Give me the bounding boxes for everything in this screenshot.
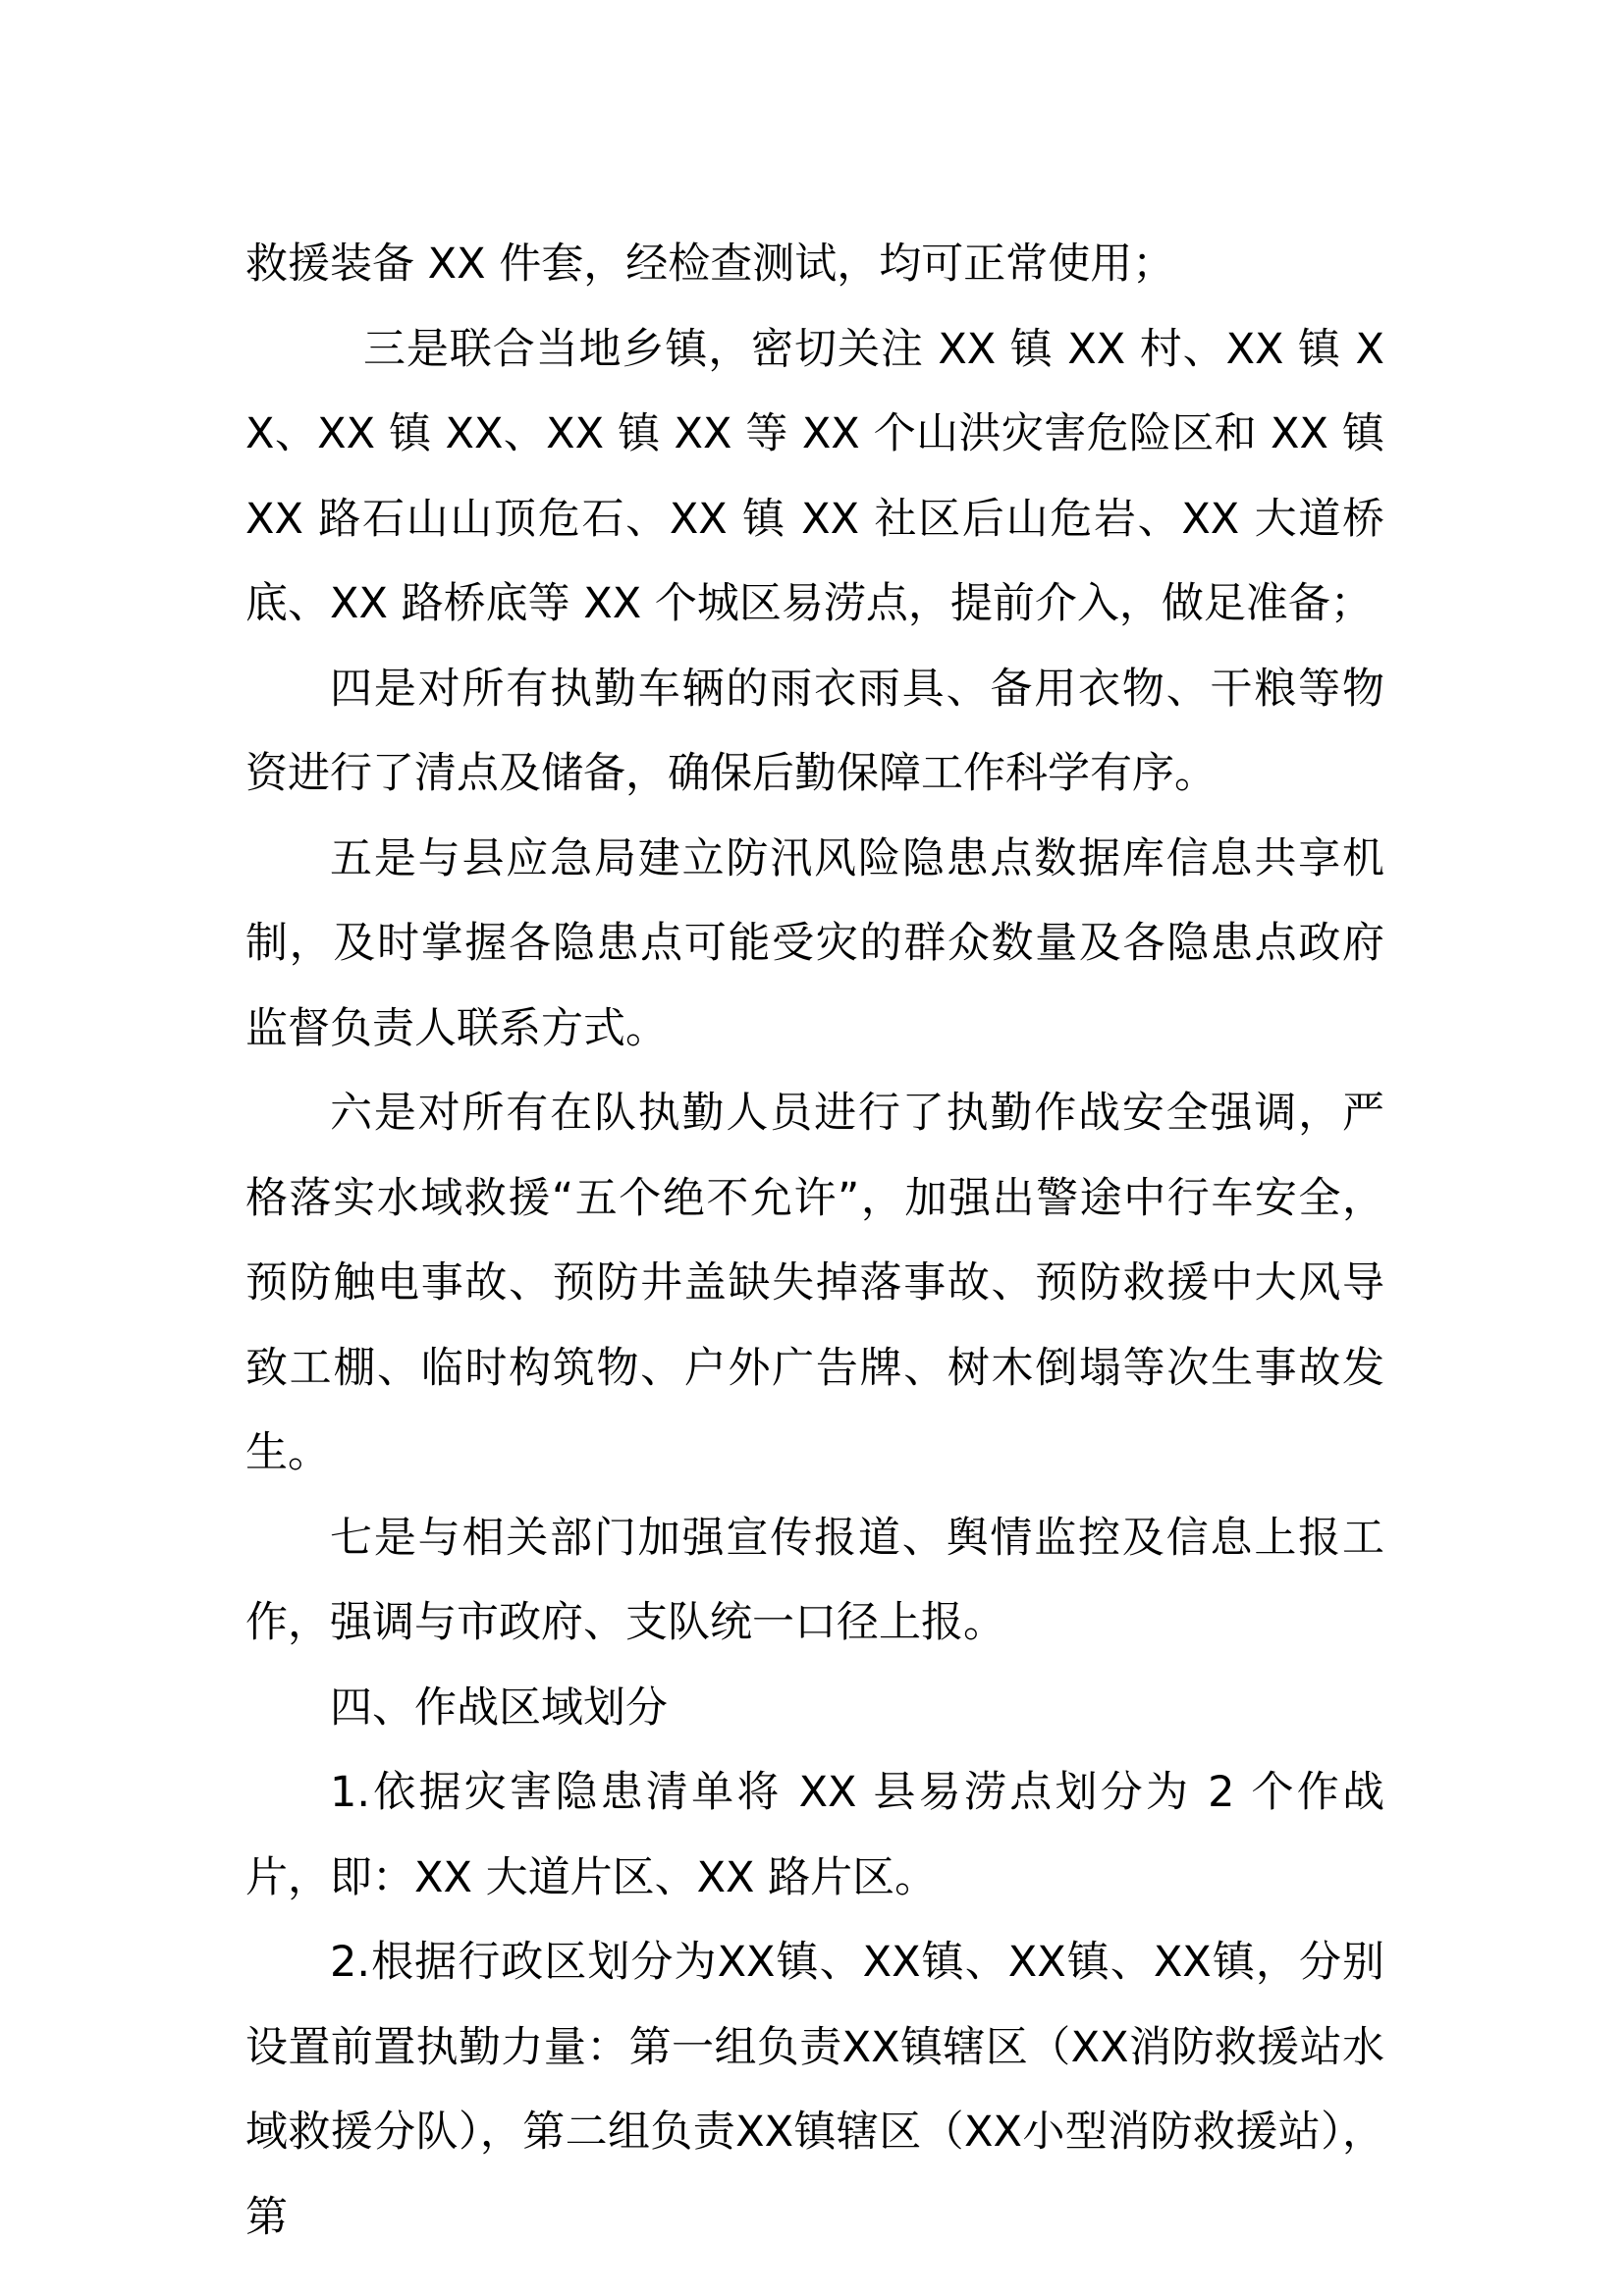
paragraph-item-four: 四是对所有执勤车辆的雨衣雨具、备用衣物、干粮等物资进行了清点及储备，确保后勤保障工作科学有序。 <box>245 664 1384 798</box>
section-heading-combat-zones: 四、作战区域划分 <box>330 1682 668 1733</box>
paragraph-item-six: 六是对所有在队执勤人员进行了执勤作战安全强调，严格落实水域救援“五个绝不允许”，加强出警途中行车安全，预防触电事故、预防井盖缺失掉落事故、预防救援中大风导致工棚、临时构筑物、户外广告牌、树木倒塌等次生事故发生。 <box>245 1089 1384 1477</box>
document-body <box>245 222 1384 2260</box>
paragraph-zone-division-one: 1.依据灾害隐患清单将 XX 县易涝点划分为 2 个作战片，即：XX 大道片区、XX 路片区。 <box>245 1768 1384 1902</box>
paragraph-item-three: 三是联合当地乡镇，密切关注 XX 镇 XX 村、XX 镇 XX、XX 镇 XX、XX 镇 XX 等 XX 个山洪灾害危险区和 XX 镇 XX 路石山山顶危石、XX 镇 XX 社区后山危岩、XX 大道桥底、XX 路桥底等 XX 个城区易涝点，提前介入，做足准备； <box>245 324 1384 628</box>
paragraph-item-five: 五是与县应急局建立防汛风险隐患点数据库信息共享机制，及时掌握各隐患点可能受灾的群众数量及各隐患点政府监督负责人联系方式。 <box>245 833 1384 1053</box>
paragraph-equipment-continued: 救援装备 XX 件套，经检查测试，均可正常使用； <box>245 240 1175 289</box>
paragraph-zone-division-two: 2.根据行政区划分为XX镇、XX镇、XX镇、XX镇，分别设置前置执勤力量：第一组负责XX镇辖区（XX消防救援站水域救援分队），第二组负责XX镇辖区（XX小型消防救援站），第 <box>245 1938 1384 2242</box>
paragraph-item-seven: 七是与相关部门加强宣传报道、舆情监控及信息上报工作，强调与市政府、支队统一口径上报。 <box>245 1513 1384 1647</box>
